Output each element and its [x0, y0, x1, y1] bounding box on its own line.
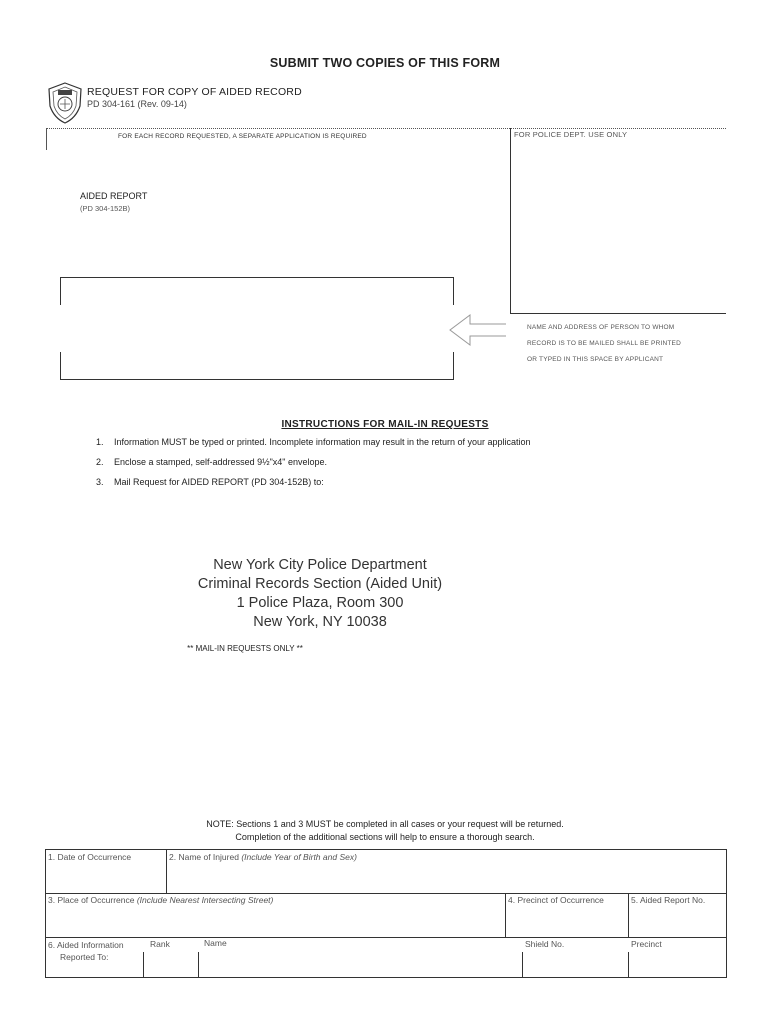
instructions-list	[96, 435, 596, 495]
instruction-item	[96, 475, 596, 489]
place-of-occurrence-hint: (Include Nearest Intersecting Street)	[136, 895, 274, 905]
address-note-line: RECORD IS TO BE MAILED SHALL BE PRINTED	[527, 340, 681, 347]
name-of-injured-label: 2. Name of Injured	[169, 852, 239, 862]
rank-label: Rank	[150, 939, 170, 949]
note-line: NOTE: Sections 1 and 3 MUST be completed in all cases or your request will be returned.	[206, 819, 564, 829]
date-of-occurrence-field[interactable]	[48, 852, 164, 891]
separate-application-note: FOR EACH RECORD REQUESTED, A SEPARATE APPLICATION IS REQUIRED	[118, 133, 367, 140]
place-of-occurrence-field[interactable]	[48, 895, 502, 935]
rank-input[interactable]	[144, 953, 197, 976]
name-of-injured-field[interactable]	[169, 852, 723, 891]
mailing-address-block	[0, 556, 770, 632]
note-line: Completion of the additional sections will help to ensure a thorough search.	[235, 832, 535, 842]
instruction-number: 2.	[96, 457, 104, 467]
instruction-text: Mail Request for AIDED REPORT (PD 304-152B) to:	[114, 477, 324, 487]
mailing-address-area-top[interactable]	[60, 277, 454, 305]
name-input[interactable]	[199, 953, 521, 976]
shield-no-input[interactable]	[523, 953, 627, 976]
aided-report-no-label: 5. Aided Report No.	[631, 895, 706, 905]
address-line: New York, NY 10038	[253, 614, 387, 630]
mailing-address-area-bottom[interactable]	[60, 352, 454, 380]
address-note-line: NAME AND ADDRESS OF PERSON TO WHOM	[527, 324, 675, 331]
grid-col-divider	[628, 893, 629, 937]
arrow-left-icon	[448, 312, 508, 348]
name-of-injured-hint: (Include Year of Birth and Sex)	[241, 852, 357, 862]
place-of-occurrence-label: 3. Place of Occurrence	[48, 895, 135, 905]
instruction-number: 1.	[96, 437, 104, 447]
precinct-of-occurrence-field[interactable]	[508, 895, 626, 935]
instruction-text: Enclose a stamped, self-addressed 9½"x4" envelope.	[114, 457, 328, 467]
name-label: Name	[204, 938, 227, 948]
precinct-of-occurrence-label: 4. Precinct of Occurrence	[508, 895, 604, 905]
address-line: New York City Police Department	[213, 557, 427, 573]
aided-info-label	[48, 939, 143, 963]
grid-col-divider	[505, 893, 506, 937]
instruction-number: 3.	[96, 477, 104, 487]
date-of-occurrence-label: 1. Date of Occurrence	[48, 852, 132, 862]
instructions-title: INSTRUCTIONS FOR MAIL-IN REQUESTS	[281, 419, 489, 430]
request-details-grid	[45, 849, 727, 978]
instruction-item	[96, 455, 596, 469]
aided-report-code: (PD 304-152B)	[80, 204, 131, 213]
nypd-seal-icon	[46, 82, 84, 124]
address-line: 1 Police Plaza, Room 300	[236, 595, 404, 611]
police-use-box	[510, 128, 726, 314]
grid-row-divider	[46, 893, 726, 894]
form-title: SUBMIT TWO COPIES OF THIS FORM	[269, 56, 501, 70]
grid-col-divider	[166, 850, 167, 893]
aided-info-label-line2: Reported To:	[60, 952, 109, 962]
grid-row-divider	[46, 937, 726, 938]
mail-in-only-note: ** MAIL-IN REQUESTS ONLY **	[187, 644, 303, 653]
aided-report-title: AIDED REPORT	[80, 191, 148, 201]
precinct-input[interactable]	[629, 953, 725, 976]
aided-report-no-field[interactable]	[631, 895, 724, 935]
address-line: Criminal Records Section (Aided Unit)	[197, 576, 443, 592]
police-use-label: FOR POLICE DEPT. USE ONLY	[514, 130, 628, 139]
precinct-label: Precinct	[631, 939, 662, 949]
instruction-text: Information MUST be typed or printed. Incomplete information may result in the return of your application	[114, 437, 531, 447]
instruction-item	[96, 435, 596, 449]
completion-note	[0, 818, 770, 844]
form-name: REQUEST FOR COPY OF AIDED RECORD	[87, 86, 302, 98]
shield-no-label: Shield No.	[525, 939, 565, 949]
aided-info-label-line1: 6. Aided Information	[48, 940, 124, 950]
address-note-line: OR TYPED IN THIS SPACE BY APPLICANT	[527, 356, 664, 363]
left-tick	[46, 128, 47, 150]
form-number: PD 304-161 (Rev. 09-14)	[87, 99, 187, 109]
